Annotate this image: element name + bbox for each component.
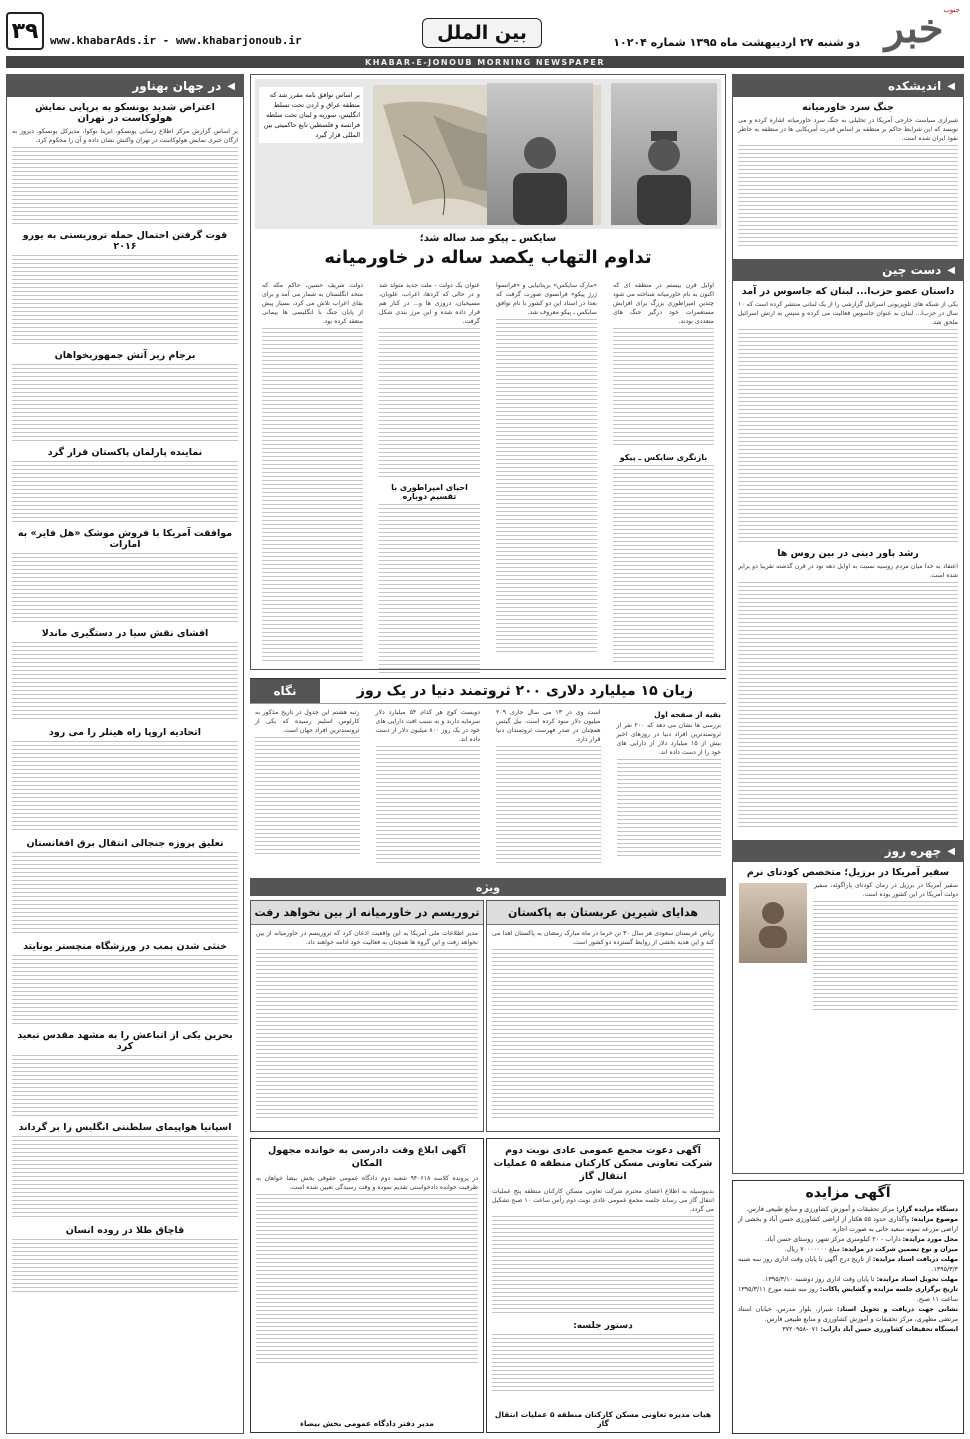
- auction-row-value: تا پایان وقت اداری روز دوشنبه ۱۳۹۵/۳/۱۰.: [763, 1276, 875, 1283]
- text-block: [613, 465, 714, 665]
- auction-notice: [732, 1180, 964, 1434]
- text-block: [738, 582, 958, 830]
- wealth-story-header: [250, 678, 726, 704]
- column-text: اوایل قرن بیستم در منطقه ای که اکنون به نام خاورمیانه شناخته می شود چندین امپراطوری بزرگ برای افزایش مستعمرات خود درگیر جنگ های متعددی بودند.: [613, 282, 714, 325]
- text-block: [262, 328, 363, 663]
- section-badge: نگاه: [250, 679, 320, 703]
- text-block: [496, 319, 597, 654]
- text-column: [257, 281, 368, 663]
- subheading: احیای امپراطوری با تقسیم دوباره: [391, 483, 468, 501]
- news-item-title[interactable]: بحرین یکی از اتباعش را به مشهد مقدس تبعید کرد: [17, 1030, 233, 1052]
- portrait-photo: [487, 83, 593, 225]
- auction-row-value: روز سه شنبه مورخ ۱۳۹۵/۳/۱۱ ساعت ۱۱ صبح.: [738, 1286, 958, 1303]
- text-block: [738, 329, 958, 543]
- notice-title[interactable]: آگهی ابلاغ وقت دادرسی به خوانده مجهول المکان: [268, 1145, 466, 1169]
- column-text: دولت شریف حسین، حاکم مکه که متحد انگلستان به شمار می آمد و برای بقای اعراب تلاش می کرد، بسیار پیش از پایان جنگ با انگلیسی ها پیمانی منعقد کرده بود.: [262, 282, 363, 325]
- auction-row-label: نشانی جهت دریافت و تحویل اسناد:: [837, 1306, 958, 1313]
- masthead: [6, 4, 964, 72]
- auction-row: [733, 1205, 963, 1215]
- text-column: [612, 708, 727, 876]
- story-text: ریاض عربستان سعودی هر سال ۳۰ تن خرما در ماه مبارک رمضان به پاکستان اهدا می کند و این هدیه بخشی از روابط گسترده دو کشور است.: [492, 930, 715, 946]
- auction-row-value: شیراز، بلوار مدرس، خیابان استاد مرتضی مطهری، مرکز تحقیقات و آموزش کشاورزی و منابع طبیعی فارس.: [738, 1306, 958, 1323]
- feature-story: [250, 74, 726, 670]
- text-block: [12, 147, 238, 225]
- column-text: بررسی ها نشان می دهد که ۲۰۰ نفر از ثروتمندترین افراد دنیا در روزهای اخیر بیش از ۱۵ میلیارد دلار از دارایی های خود را از دست داده اند.: [616, 722, 722, 756]
- text-block: [12, 1136, 238, 1220]
- paper-ribbon: KHABAR-E-JONOUB MORNING NEWSPAPER: [6, 56, 964, 68]
- text-column: [371, 708, 486, 876]
- story-title[interactable]: تروریسم در خاورمیانه از بین نخواهد رفت: [251, 901, 483, 925]
- auction-row-label: تاریخ برگزاری جلسه مزایده و گشایش پاکات:: [819, 1286, 958, 1293]
- news-item-title[interactable]: تعلیق پروژه جنجالی انتقال برق افغانستان: [26, 838, 224, 849]
- text-column: [608, 281, 719, 663]
- column-text: «مارک سایکس» بریتانیایی و «فرانسوا ژرژ پیکو» فرانسوی صورت گرفت که بعدا در اسناد این دو کشور با نام توافق سایکس ـ پیکو معروف شد.: [496, 282, 597, 316]
- story-text: یکی از شبکه های تلویزیونی اسرائیل گزارشی را از یک لبنانی منتشر کرده است که ۱۰ سال در حزب‌ا... لبنان به عنوان جاسوس فعالیت می کرده و سپس به ارتش اسرائیل ملحق شد.: [738, 301, 958, 326]
- auction-title[interactable]: آگهی مزایده: [805, 1185, 891, 1201]
- text-block: [12, 642, 238, 722]
- text-block: [12, 1239, 238, 1295]
- text-block: [613, 328, 714, 448]
- auction-row-label: میزان و نوع تضمین شرکت در مزایده:: [841, 1246, 958, 1253]
- notice-signature: مدیر دفتر دادگاه عمومی بخش بیضاء: [300, 1419, 434, 1428]
- column-header-dastchin: ◀ دست چین: [733, 259, 963, 281]
- text-block: [12, 1055, 238, 1117]
- subheading: بازنگری سایکس ـ پیکو: [619, 453, 708, 462]
- story-title[interactable]: داستان عضو حزب‌ا... لبنان که جاسوس در آمد: [741, 286, 955, 297]
- text-block: [492, 949, 714, 1119]
- news-item-title[interactable]: خنثی شدن بمب در ورزشگاه منچستر یونایتد: [23, 941, 227, 952]
- text-column: [250, 708, 365, 876]
- column-text: عنوان یک دولت - ملت جدید متولد شد و در حالی که کردها، اعراب، علویان، مسیحیان، دروزی ها و... در کنار هم قرار داده شده و این مرز بندی شکل گرفت.: [379, 282, 480, 325]
- continued-label: بقیه از صفحه اول: [654, 710, 721, 719]
- column-header-andishkadeh: ◀ اندیشکده: [733, 75, 963, 97]
- logo-text: خبر: [884, 4, 944, 52]
- auction-row-label: دستگاه مزایده گزار:: [896, 1206, 958, 1213]
- notice-text: در پرونده کلاسه ۹۴۰۶۱۸ شعبه دوم دادگاه عمومی حقوقی بخش بیضا خواهان به طرفیت خوانده دادخواستی تقدیم نموده و وقت رسیدگی تعیین شده است.: [256, 1175, 478, 1191]
- wealth-story-body: [250, 708, 726, 876]
- news-item-title[interactable]: اسپانیا هواپیمای سلطنتی انگلیس را بر گرداند: [18, 1122, 232, 1133]
- person-photo: [739, 883, 807, 963]
- text-block: [12, 553, 238, 623]
- text-block: [617, 759, 722, 859]
- news-list: [7, 102, 243, 1295]
- text-block: [492, 1334, 714, 1394]
- chevron-icon: ◀: [947, 264, 955, 276]
- news-item-title[interactable]: برجام زیر آتش جمهوریخواهان: [54, 350, 196, 361]
- section-title: بین الملل: [422, 18, 542, 48]
- text-column: [491, 281, 602, 663]
- text-block: [496, 746, 601, 866]
- news-item-title[interactable]: موافقت آمریکا با فروش موشک «هل فایر» به امارات: [17, 528, 233, 550]
- text-block: [813, 901, 958, 1011]
- chevron-icon: ◀: [227, 80, 235, 92]
- story-title[interactable]: جنگ سرد خاورمیانه: [802, 102, 894, 113]
- text-block: [12, 741, 238, 833]
- feature-photo: [255, 79, 721, 229]
- auction-row-label: ایستگاه تحقیقات کشاورزی حسن آباد داراب:: [820, 1326, 958, 1333]
- portrait-story: [733, 881, 963, 1031]
- text-block: [379, 328, 480, 478]
- agenda-title: دستور جلسه:: [573, 1321, 633, 1331]
- person-icon: [753, 898, 793, 948]
- news-item-title[interactable]: افشای نقش سیا در دستگیری ماندلا: [41, 628, 209, 639]
- text-block: [738, 145, 958, 249]
- notice-text: بدینوسیله به اطلاع اعضای محترم شرکت تعاونی مسکن کارکنان منطقه پنج عملیات انتقال گاز می رساند جلسه مجمع عمومی عادی نوبت دوم رأس ساعت ۱۰ صبح تشکیل می گردد.: [492, 1188, 714, 1213]
- auction-row-label: مهلت تحویل اسناد مزایده:: [876, 1276, 958, 1283]
- auction-row-label: موضوع مزایده:: [911, 1216, 958, 1223]
- column-text: رتبه هشتم این جدول در تاریخ مذکور به کارلوس اسلیم رسیده که یکی از ثروتمندترین افراد جهان است.: [255, 709, 360, 734]
- auction-row-label: مهلت دریافت اسناد مزایده:: [872, 1256, 958, 1263]
- main-headline[interactable]: تداوم التهاب یکصد ساله در خاورمیانه: [324, 247, 652, 268]
- auction-row-value: مبلغ ۷۰۰۰۰۰۰۰ ریال.: [784, 1246, 840, 1253]
- auction-row-value: واگذاری حدود ۵۵ هکتار از اراضی کشاورزی حسن آباد و بخشی از اراضی مزرعه نمونه سعید خانی به صورت اجاره.: [738, 1216, 958, 1233]
- auction-row: [733, 1305, 963, 1325]
- newspaper-logo[interactable]: [868, 6, 960, 50]
- text-block: [255, 737, 360, 857]
- story-text: اعتقاد به خدا میان مردم روسیه نسبت به اوایل دهه نود در قرن گذشته تقریبا دو برابر شده است.: [738, 563, 958, 579]
- news-item-title[interactable]: قاچاق طلا در روده انسان: [65, 1225, 185, 1236]
- column-header-chehreh-rooz: ◀ چهره روز: [733, 840, 963, 862]
- headline-kicker: سایکس ـ پیکو صد ساله شد؛: [419, 233, 557, 244]
- auction-row: [733, 1235, 963, 1245]
- story-title[interactable]: هدایای شیرین عربستان به پاکستان: [487, 901, 719, 925]
- news-item-title[interactable]: اتحادیه اروپا راه هیتلر را می رود: [49, 727, 201, 738]
- text-block: [12, 955, 238, 1025]
- column-header-world: ◀ در جهان بهناور: [7, 75, 243, 97]
- auction-row-value: از تاریخ درج آگهی تا پایان وقت اداری روز سه شنبه ۱۳۹۵/۳/۴.: [738, 1256, 958, 1273]
- news-item-title[interactable]: نماینده پارلمان پاکستان قرار گرد: [47, 447, 203, 458]
- auction-row-value: داراب - ۲۰ کیلومتری مرکز شهر، روستای حسن آباد.: [764, 1236, 901, 1243]
- cooperative-meeting-notice: [486, 1138, 720, 1433]
- story-title[interactable]: رشد باور دینی در بین روس ها: [777, 548, 919, 559]
- story-saudi-gifts: [486, 900, 720, 1132]
- story-text: سفیر آمریکا در برزیل در زمان کودتای پاراگوئه، سفیر دولت آمریکا در این کشور بوده است.: [814, 882, 958, 898]
- text-column: [491, 708, 606, 876]
- story-terrorism: [250, 900, 484, 1132]
- text-block: [12, 364, 238, 442]
- column-text: است وی در ۱۳ می سال جاری ۲۰۹ میلیون دلار سود کرده است. بیل گیتس همچنان در صدر فهرست ثروتمندان دنیا قرار دارد.: [496, 709, 601, 743]
- text-block: [256, 949, 478, 1119]
- text-block: [12, 852, 238, 936]
- auction-row-label: محل مورد مزایده:: [902, 1236, 958, 1243]
- photo-caption: بر اساس توافق نامه مقرر شد که منطقه عراق و اردن تحت تسلط انگلیس، سوریه و لبنان تحت سلطه فرانسه و فلسطین تابع حاکمیتی بین المللی قرار گیرد: [259, 87, 363, 143]
- text-block: [256, 1194, 478, 1364]
- auction-row: [733, 1285, 963, 1305]
- text-block: [376, 746, 481, 866]
- news-item-text: بر اساس گزارش مرکز اطلاع رسانی یونسکو، ایرینا بوکوا، مدیرکل یونسکو، دیروز به ارگان خبری نمایش هولوکاست در تهران واکنش نشان داده و آن را محکوم کرد.: [12, 128, 238, 144]
- logo-subtitle: جنوب: [943, 6, 960, 14]
- story-text: مدیر اطلاعات ملی آمریکا به این واقعیت اذعان کرد که تروریسم در خاورمیانه از بین نخواهد رفت و این گروه ها همچنان به فعالیت خود ادامه خواهند داد.: [256, 930, 478, 946]
- text-column: [374, 281, 485, 663]
- text-block: [379, 504, 480, 674]
- text-block: [12, 255, 238, 345]
- officer-icon: [629, 125, 699, 225]
- chevron-icon: ◀: [947, 845, 955, 857]
- column-text: دویست کوچ هر کدام ۵۴ میلیارد دلار سرمایه دارند و به سبب افت دارایی های خود در یک روز ۸۰۰ میلیون دلار از دست داده اند.: [375, 709, 480, 743]
- court-notice: [250, 1138, 484, 1433]
- website-link[interactable]: www.khabarAds.ir - www.khabarjonoub.ir: [50, 34, 302, 47]
- chevron-icon: ◀: [947, 80, 955, 92]
- officer-icon: [505, 125, 575, 225]
- news-item-title[interactable]: اعتراض شدید یونسکو به برپایی نمایش هولوکاست در تهران: [35, 102, 215, 124]
- story-title[interactable]: سفیر آمریکا در برزیل؛ متخصص کودتای نرم: [746, 867, 950, 878]
- auction-row: [733, 1325, 963, 1335]
- auction-details: [733, 1205, 963, 1335]
- feature-body: [257, 281, 719, 663]
- special-section-header: ویژه: [250, 878, 726, 896]
- auction-row: [733, 1245, 963, 1255]
- issue-dateline: دو شنبه ۲۷ اردیبهشت ماه ۱۳۹۵ شماره ۱۰۲۰۴: [613, 36, 860, 49]
- story-text: شیرازی سیاست خارجی آمریکا در تحلیلی به جنگ سرد خاورمیانه اشاره کرده و می نویسد که این شرایط حاکم بر منطقه بر اساس قدرت آمریکایی ها در منطقه به خاطر نفوذ ایران شده است.: [738, 117, 958, 142]
- left-column: [6, 74, 244, 1434]
- news-item-title[interactable]: قوت گرفتن احتمال حمله تروریستی به یورو ۲۰۱۶: [22, 230, 228, 252]
- auction-row-value: مرکز تحقیقات و آموزش کشاورزی و منابع طبیعی فارس.: [746, 1206, 895, 1213]
- portrait-photo: [611, 83, 717, 225]
- auction-row: [733, 1215, 963, 1235]
- page-number: ۳۹: [6, 12, 44, 50]
- text-block: [492, 1216, 714, 1316]
- notice-signature: هیات مدیره تعاونی مسکن کارکنان منطقه ۵ عملیات انتقال گاز: [494, 1410, 712, 1428]
- auction-row: [733, 1275, 963, 1285]
- wealth-headline[interactable]: زیان ۱۵ میلیارد دلاری ۲۰۰ ثروتمند دنیا در یک روز: [356, 683, 694, 699]
- right-column: [732, 74, 964, 1174]
- auction-row-value: ۰۷۱-۳۷۲۰۹۵۸: [782, 1326, 819, 1333]
- text-block: [12, 461, 238, 523]
- auction-row: [733, 1255, 963, 1275]
- notice-title[interactable]: آگهی دعوت مجمع عمومی عادی نوبت دوم شرکت تعاونی مسکن کارکنان منطقه ۵ عملیات انتقال گاز: [493, 1145, 713, 1182]
